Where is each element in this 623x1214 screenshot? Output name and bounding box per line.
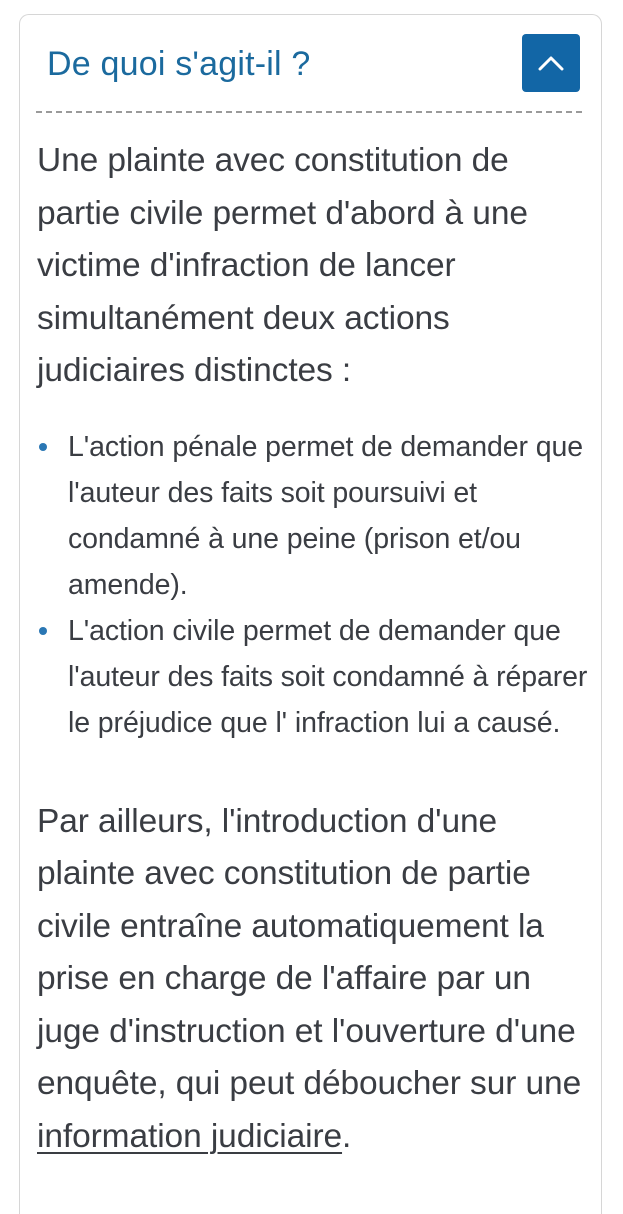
list-item [37,608,592,746]
collapse-button[interactable] [522,34,580,92]
chevron-up-icon [538,55,564,71]
bullet-list [37,424,592,746]
information-judiciaire-link[interactable]: information judiciaire [37,1117,343,1155]
spacer [37,746,592,796]
outro-text: Par ailleurs, l'introduction d'une plainte avec constitution de partie civile entraîne automatiquement la prise en charge de l'affaire par un juge d'instruction et l'ouverture d'une enquête, qui peut déboucher sur une [37,802,582,1102]
header-divider [36,111,582,113]
bullet-icon [39,443,47,451]
section-title: De quoi s'agit-il ? [47,45,311,83]
list-item [37,424,592,608]
intro-paragraph: Une plainte avec constitution de partie civile permet d'abord à une victime d'infraction de lancer simultanément deux actions judiciaires distinctes : [37,142,528,389]
accordion-panel [19,14,602,1214]
section-content [37,135,592,1163]
list-item-text: L'action civile permet de demander que l'auteur des faits soit condamné à réparer le préjudice que l' infraction lui a causé. [68,614,588,739]
outro-end: . [342,1117,352,1155]
bullet-icon [39,627,47,635]
outro-paragraph [37,796,592,1164]
list-item-text: L'action pénale permet de demander que l'auteur des faits soit poursuivi et condamné à une peine (prison et/ou amende). [68,430,584,601]
accordion-header[interactable] [20,15,601,110]
